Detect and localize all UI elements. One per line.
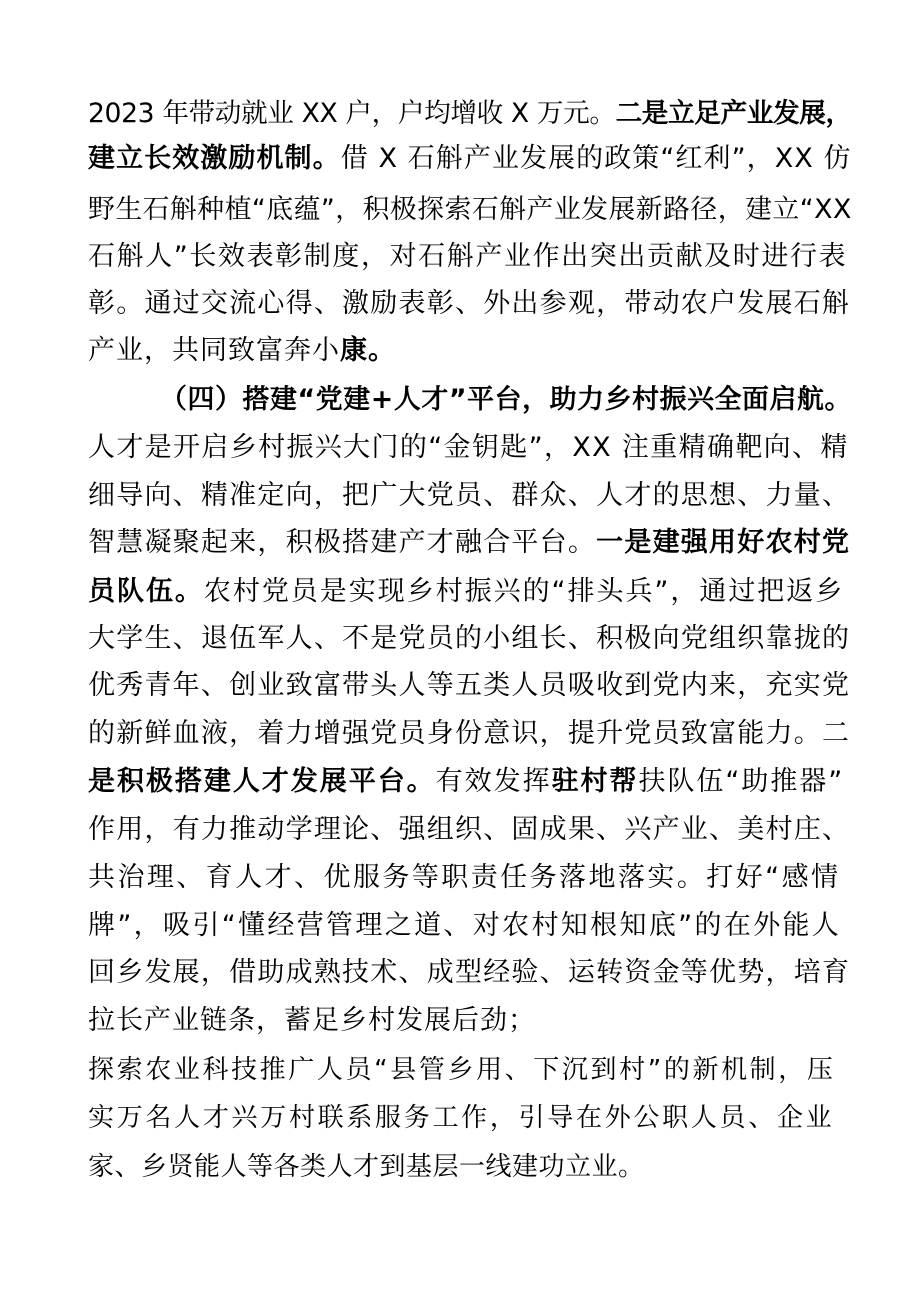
heading-text: （四）搭建“党建+人才”平台，助力乡村振兴全面启航。	[160, 384, 853, 415]
text-line-17	[88, 858, 840, 898]
text-line-15	[88, 762, 844, 802]
text-line-6	[88, 331, 396, 371]
segment: 实万名人才兴万村联系服务工作，引导在外公职人员、企业	[88, 1103, 835, 1133]
text-line-2	[88, 139, 852, 179]
text-line-13	[88, 666, 850, 706]
segment: 扶队伍“助推器”	[638, 766, 845, 797]
segment: 人才是开启乡村振兴大门的“金钥匙”，XX 注重精确靶向、精	[88, 432, 849, 463]
text-line-5	[88, 284, 850, 324]
segment: 2023 年带动就业 XX 户，户均增收 X 万元。	[88, 98, 616, 129]
text-line-18	[88, 906, 841, 946]
text-line-8	[88, 428, 849, 468]
segment-bold: 康。	[340, 335, 396, 366]
text-line-21	[88, 1050, 836, 1090]
segment: 野生石斛种植“底蕴”，积极探索石斛产业发展新路径，建立“XX	[88, 194, 852, 225]
segment: 有效发挥	[435, 766, 552, 797]
segment: 石斛人”长效表彰制度，对石斛产业作出突出贡献及时进行表	[88, 241, 848, 272]
segment: 作用，有力推动学理论、强组织、固成果、兴产业、美村庄、	[88, 814, 851, 845]
segment: 回乡发展，借助成熟技术、成型经验、运转资金等优势，培育	[88, 957, 851, 988]
segment: 家、乡贤能人等各类人才到基层一线建功立业。	[88, 1152, 645, 1182]
segment: 探索农业科技推广人员“县管乡用、下沉到村”的新机制，压	[88, 1055, 836, 1085]
text-line-19	[88, 953, 850, 993]
segment-bold: 驻村帮	[551, 766, 639, 797]
segment: 产业，共同致富奔小	[88, 335, 340, 366]
segment: 智慧凝聚起来，积极搭建产才融合平台。	[88, 527, 597, 558]
text-line-20	[88, 1001, 536, 1041]
section-heading	[160, 380, 852, 420]
text-line-3	[88, 190, 852, 230]
segment: 的新鲜血液，着力增强党员身份意识，提升党员致富能力。二	[88, 718, 851, 749]
segment: 彰。通过交流心得、激励表彰、外出参观，带动农户发展石斛	[88, 288, 851, 319]
text-line-4	[88, 237, 847, 277]
segment: 农村党员是实现乡村振兴的“排头兵”，通过把返乡	[203, 576, 845, 607]
text-line-22	[88, 1098, 834, 1138]
text-line-14	[88, 714, 850, 754]
text-line-16	[88, 810, 850, 850]
segment-bold: 一是建强用好农村党	[596, 527, 851, 558]
text-line-1	[88, 94, 852, 134]
segment: 拉长产业链条，蓄足乡村发展后劲；	[88, 1005, 536, 1036]
segment-bold: 建立长效激励机制。	[88, 143, 341, 174]
segment: 牌”，吸引“懂经营管理之道、对农村知根知底”的在外能人	[88, 910, 842, 941]
segment-bold: 二是立足产业发展，	[615, 98, 852, 129]
segment: 借 X 石斛产业发展的政策“红利”，XX 仿	[340, 143, 852, 174]
text-line-23	[88, 1147, 645, 1187]
text-line-9	[88, 476, 850, 516]
segment: 大学生、退伍军人、不是党员的小组长、积极向党组织靠拢的	[88, 623, 851, 654]
text-line-10	[88, 523, 850, 563]
text-line-12	[88, 619, 850, 659]
segment-bold: 员队伍。	[88, 576, 204, 607]
text-line-11	[88, 572, 844, 612]
segment: 优秀青年、创业致富带头人等五类人员吸收到党内来，充实党	[88, 670, 851, 701]
segment-bold: 是积极搭建人才发展平台。	[88, 766, 436, 797]
segment: 细导向、精准定向，把广大党员、群众、人才的思想、力量、	[88, 480, 851, 511]
segment: 共治理、育人才、优服务等职责任务落地落实。打好“感情	[88, 862, 841, 893]
